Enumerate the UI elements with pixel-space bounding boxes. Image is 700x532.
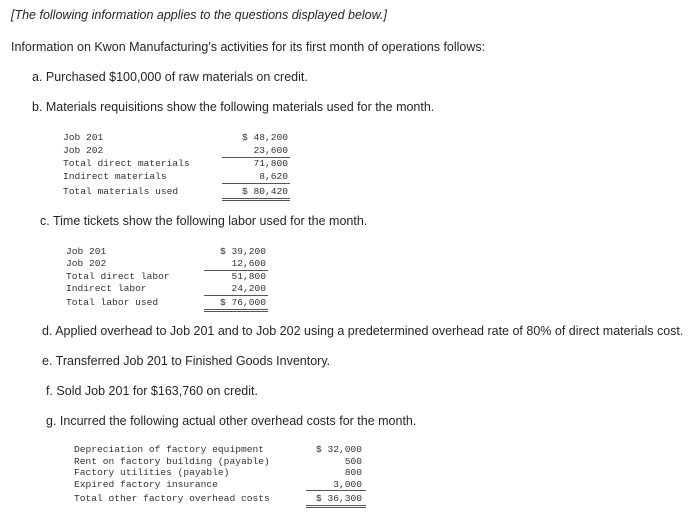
table-row-amount: 3,000 xyxy=(333,479,362,490)
table-row-amount: 12,600 xyxy=(231,258,266,269)
table-row-amount: 24,200 xyxy=(231,283,266,294)
table-row-label: Depreciation of factory equipment xyxy=(74,444,264,455)
table-row-amount: $ 39,200 xyxy=(219,246,266,257)
table-row-label: Factory utilities (payable) xyxy=(74,467,230,478)
table-row-amount: 23,600 xyxy=(253,145,288,156)
subtotal-rule xyxy=(222,183,290,184)
table-row-label: Indirect labor xyxy=(66,283,147,294)
intro-text: Information on Kwon Manufacturing's activities for its first month of operations follows: xyxy=(11,40,486,54)
item-e: e. Transferred Job 201 to Finished Goods Inventory. xyxy=(42,354,331,368)
table-row-label: Job 202 xyxy=(66,258,107,269)
table-row-amount: $ 76,000 xyxy=(219,297,266,308)
item-c: c. Time tickets show the following labor used for the month. xyxy=(40,214,368,228)
table-row-amount: $ 80,420 xyxy=(241,186,288,197)
table-row-label: Expired factory insurance xyxy=(74,479,218,490)
table-row-amount: 500 xyxy=(344,456,362,467)
item-g: g. Incurred the following actual other overhead costs for the month. xyxy=(46,414,417,428)
table-row-label: Total direct labor xyxy=(66,271,170,282)
table-row-amount: 71,800 xyxy=(253,158,288,169)
table-row-amount: 800 xyxy=(344,467,362,478)
total-double-rule xyxy=(222,198,290,201)
item-b: b. Materials requisitions show the following materials used for the month. xyxy=(32,100,435,114)
intro-note: [The following information applies to the questions displayed below.] xyxy=(11,8,387,22)
subtotal-rule xyxy=(306,490,366,491)
table-row-amount: 51,800 xyxy=(231,271,266,282)
item-a: a. Purchased $100,000 of raw materials on credit. xyxy=(32,70,308,84)
table-row-amount: $ 32,000 xyxy=(315,444,362,455)
table-row-label: Total direct materials xyxy=(63,158,190,169)
total-double-rule xyxy=(204,309,268,312)
table-row-label: Total labor used xyxy=(66,297,159,308)
table-row-label: Job 202 xyxy=(63,145,104,156)
item-f: f. Sold Job 201 for $163,760 on credit. xyxy=(46,384,258,398)
table-row-amount: $ 36,300 xyxy=(315,493,362,504)
table-row-amount: $ 48,200 xyxy=(241,132,288,143)
table-row-amount: 8,620 xyxy=(259,171,288,182)
item-d: d. Applied overhead to Job 201 and to Job 202 using a predetermined overhead rate of 80% of direct materials cost. xyxy=(42,324,684,338)
table-row-label: Job 201 xyxy=(66,246,107,257)
table-row-label: Total other factory overhead costs xyxy=(74,493,270,504)
total-double-rule xyxy=(306,505,366,508)
subtotal-rule xyxy=(204,295,268,296)
table-row-label: Indirect materials xyxy=(63,171,167,182)
table-row-label: Job 201 xyxy=(63,132,104,143)
table-row-label: Rent on factory building (payable) xyxy=(74,456,270,467)
table-row-label: Total materials used xyxy=(63,186,179,197)
